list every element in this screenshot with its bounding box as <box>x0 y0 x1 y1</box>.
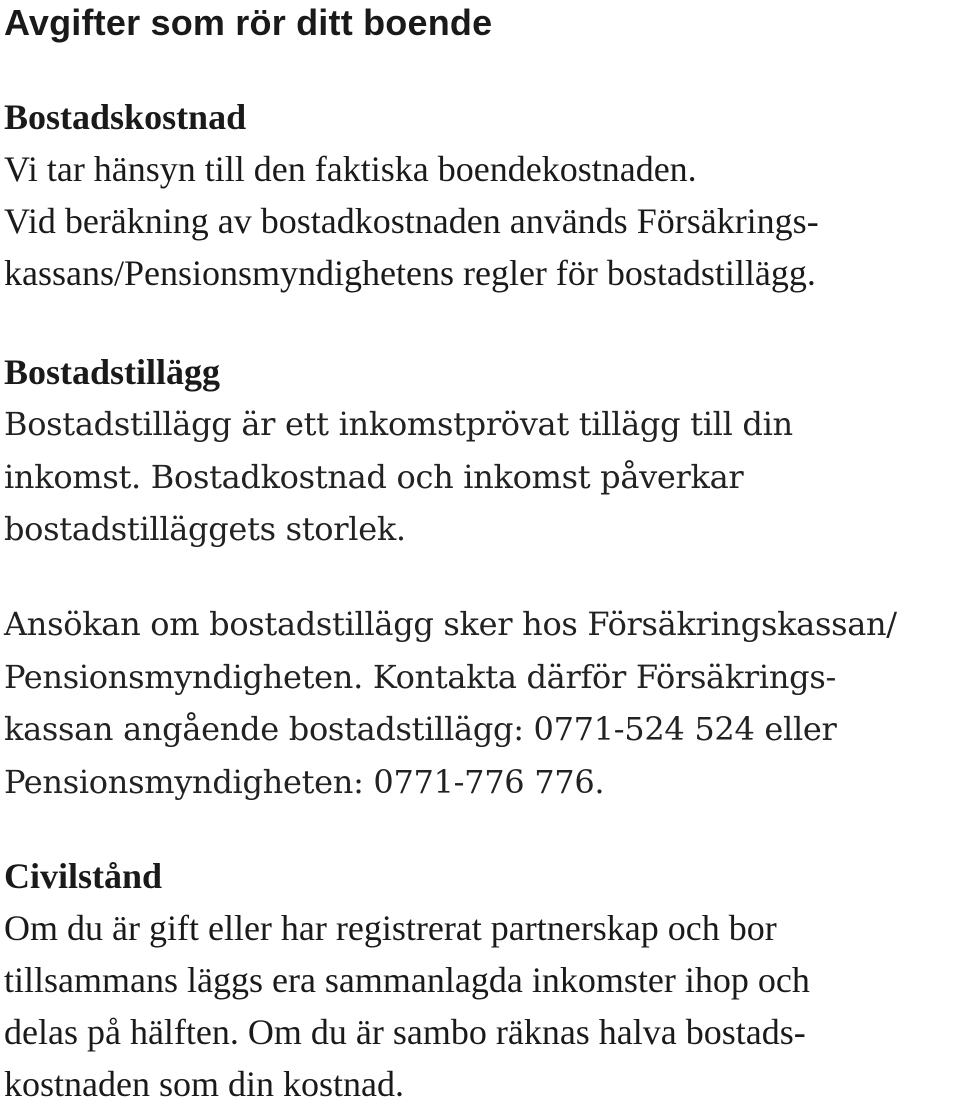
body-line: Vi tar hänsyn till den faktiska boendekostnaden. <box>4 149 697 189</box>
section-heading-bostadskostnad: Bostadskostnad <box>4 97 247 137</box>
body-line: Bostadstillägg är ett inkomstprövat tillägg till din <box>4 405 793 443</box>
section-heading-bostadstillagg: Bostadstillägg <box>4 352 221 392</box>
section-bostadstillagg <box>4 346 793 556</box>
document-page <box>4 0 954 1104</box>
body-line: delas på hälften. Om du är sambo räknas halva bostads- <box>4 1012 806 1052</box>
body-line: Vid beräkning av bostadkostnaden används Försäkrings- <box>4 201 819 241</box>
body-line: tillsammans läggs era sammanlagda inkomster ihop och <box>4 960 810 1000</box>
body-line: bostadstilläggets storlek. <box>4 510 406 548</box>
section-body-bostadskostnad <box>4 143 819 299</box>
body-line: Pensionsmyndigheten: 0771-776 776. <box>4 762 605 801</box>
section-body-bostadstillagg <box>4 398 793 556</box>
body-line: Pensionsmyndigheten. Kontakta därför Försäkrings- <box>4 657 836 696</box>
body-line: Ansökan om bostadstillägg sker hos Försäkringskassan/ <box>4 605 897 643</box>
body-line: kassans/Pensionsmyndighetens regler för bostadstillägg. <box>4 253 816 293</box>
section-body-ansokan <box>4 598 897 808</box>
page-title: Avgifter som rör ditt boende <box>4 2 493 43</box>
section-ansokan <box>4 598 897 808</box>
body-line: kassan angående bostadstillägg: 0771-524 524 eller <box>4 710 837 748</box>
section-bostadskostnad <box>4 91 819 299</box>
section-body-civilstand <box>4 902 810 1110</box>
section-civilstand <box>4 850 810 1110</box>
body-line: inkomst. Bostadkostnad och inkomst påverkar <box>4 457 744 496</box>
body-line: Om du är gift eller har registrerat partnerskap och bor <box>4 908 777 948</box>
body-line: kostnaden som din kostnad. <box>4 1064 404 1104</box>
section-heading-civilstand: Civilstånd <box>4 856 163 896</box>
